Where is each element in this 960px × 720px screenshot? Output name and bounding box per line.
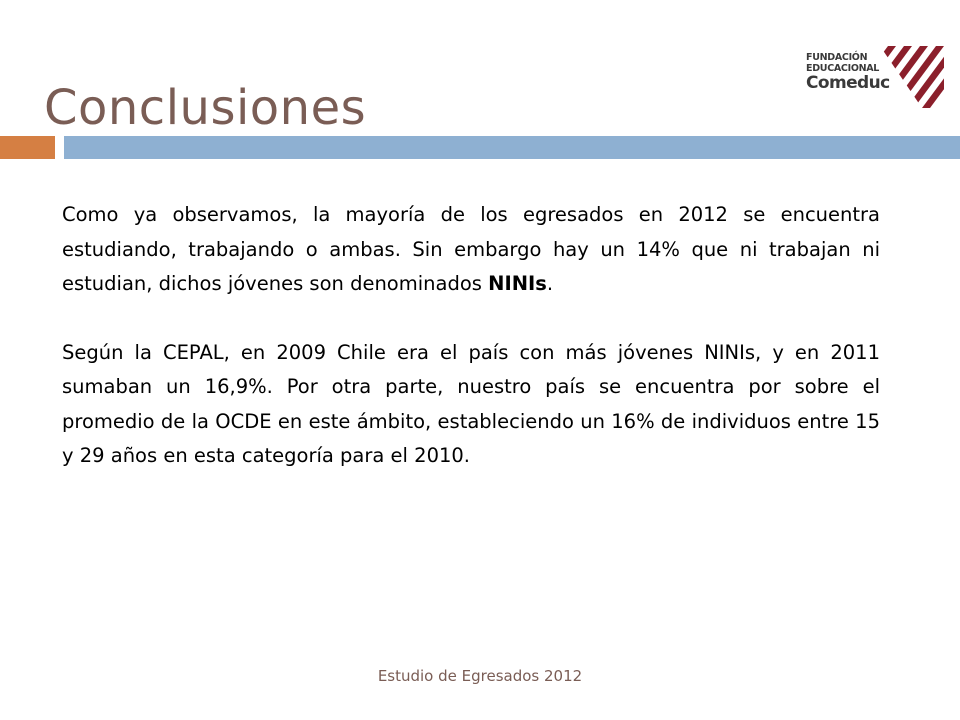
logo-line-fundacion: FUNDACIÓN: [806, 52, 868, 63]
title-accent-bar-blue: [64, 136, 960, 159]
title-accent-bar-orange: [0, 136, 55, 159]
logo-stripes-icon: [860, 46, 944, 108]
fundacion-comeduc-logo: [806, 46, 944, 108]
logo-line-comeduc: Comeduc: [806, 73, 890, 93]
paragraph-cepal: Según la CEPAL, en 2009 Chile era el país con más jóvenes NINIs, y en 2011 sumaban un 16,9%. Por otra parte, nuestro país se encuentra por sobre el promedio de la OCDE en este ámbito, estableciendo un 16% de individuos entre 15 y 29 años en esta categoría para el 2010.: [62, 340, 880, 467]
ninis-emphasis: NINIs: [488, 272, 547, 295]
slide-body: [62, 198, 880, 474]
logo-line-educacional: EDUCACIONAL: [806, 63, 880, 74]
paragraph-ninis-text: Como ya observamos, la mayoría de los egresados en 2012 se encuentra estudiando, trabajando o ambas. Sin embargo hay un 14% que ni trabajan ni estudian, dichos jóvenes son denominados: [62, 203, 880, 295]
slide-footer: Estudio de Egresados 2012: [377, 667, 583, 685]
paragraph-ninis: [62, 198, 880, 302]
paragraph-ninis-end: .: [546, 272, 554, 295]
slide-title: Conclusiones: [44, 80, 367, 136]
